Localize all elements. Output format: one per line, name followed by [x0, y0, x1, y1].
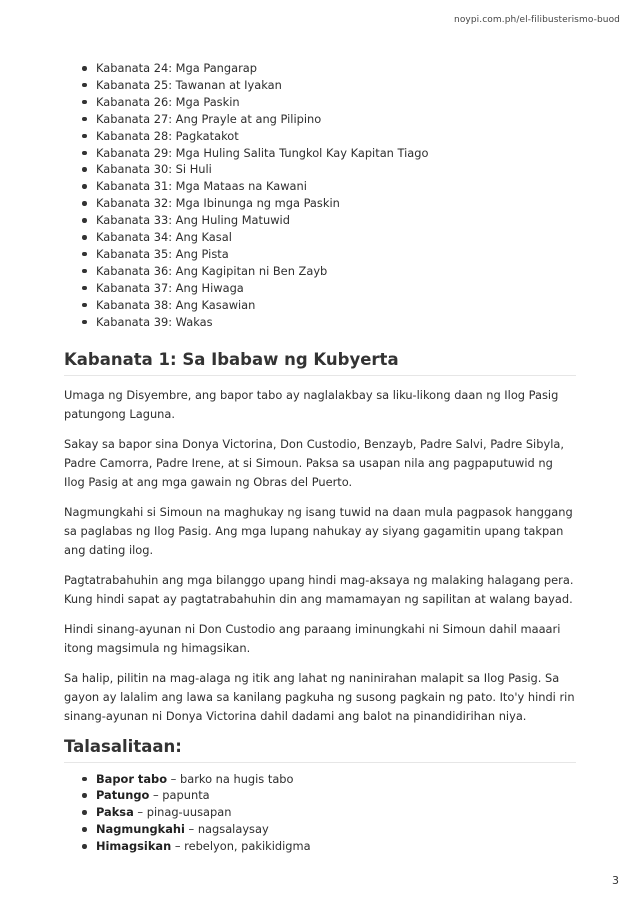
page-url: noypi.com.ph/el-filibusterismo-buod [454, 15, 620, 25]
paragraph: Pagtatrabahuhin ang mga bilanggo upang hindi mag-aksaya ng malaking halagang pera. Kung hindi sapat ay pagtatrabahuhin din ang mamamayan ng sapilitan at walang bayad. [64, 572, 574, 606]
paragraph: Umaga ng Disyembre, ang bapor tabo ay naglalakbay sa liku-likong daan ng Ilog Pasig patungong Laguna. [64, 387, 559, 421]
chapter-item: Kabanata 38: Ang Kasawian [96, 297, 576, 314]
chapter-item: Kabanata 35: Ang Pista [96, 246, 576, 263]
vocabulary-item [96, 838, 576, 855]
chapter-item: Kabanata 33: Ang Huling Matuwid [96, 212, 576, 229]
chapter-item: Kabanata 30: Si Huli [96, 161, 576, 178]
vocabulary-item [96, 804, 576, 821]
vocabulary-list [64, 771, 576, 856]
chapter-item: Kabanata 25: Tawanan at Iyakan [96, 77, 576, 94]
paragraph: Nagmungkahi si Simoun na maghukay ng isang tuwid na daan mula pagpasok hanggang sa paglabas ng Ilog Pasig. Ang mga lupang nahukay ay siyang gagamitin upang takpan ang dating ilog. [64, 504, 573, 557]
paragraph: Sa halip, pilitin na mag-alaga ng itik ang lahat ng naninirahan malapit sa Ilog Pasig. Sa gayon ay lalalim ang lawa sa kanilang pagkuha ng susong pagkain ng pato. Ito'y hindi rin sinang-ayunan ni Donya Victorina dahil dadami ang balot na pinandidirihan niya. [64, 670, 575, 723]
vocabulary-definition: – pinag-uusapan [133, 805, 232, 820]
chapter-item: Kabanata 26: Mga Paskin [96, 94, 576, 111]
vocabulary-definition: – papunta [149, 788, 210, 803]
vocabulary-item [96, 821, 576, 838]
chapter-item: Kabanata 24: Mga Pangarap [96, 60, 576, 77]
vocabulary-term: Paksa [96, 805, 134, 820]
vocabulary-definition: – nagsalaysay [184, 822, 269, 837]
vocabulary-definition: – barko na hugis tabo [167, 771, 294, 786]
section-heading: Talasalitaan: [64, 737, 576, 763]
vocabulary-term: Nagmungkahi [96, 822, 185, 837]
vocabulary-term: Bapor tabo [96, 771, 168, 786]
vocabulary-section [64, 737, 576, 856]
chapter-item: Kabanata 31: Mga Mataas na Kawani [96, 178, 576, 195]
chapter-item: Kabanata 32: Mga Ibinunga ng mga Paskin [96, 195, 576, 212]
chapter-item: Kabanata 28: Pagkatakot [96, 128, 576, 145]
chapter-item: Kabanata 36: Ang Kagipitan ni Ben Zayb [96, 263, 576, 280]
chapter-list [64, 60, 576, 331]
vocabulary-item [96, 771, 576, 788]
document-content [64, 60, 576, 855]
chapter-item: Kabanata 27: Ang Prayle at ang Pilipino [96, 111, 576, 128]
vocabulary-definition: – rebelyon, pakikidigma [171, 839, 311, 854]
chapter-1-section [64, 350, 576, 726]
chapter-item: Kabanata 29: Mga Huling Salita Tungkol Kay Kapitan Tiago [96, 145, 576, 162]
paragraph: Sakay sa bapor sina Donya Victorina, Don Custodio, Benzayb, Padre Salvi, Padre Sibyla, Padre Camorra, Padre Irene, at si Simoun. Paksa sa usapan nila ang pagpaputuwid ng Ilog Pasig at ang mga gawain ng Obras del Puerto. [64, 436, 564, 489]
page-number: 3 [612, 874, 619, 887]
paragraph: Hindi sinang-ayunan ni Don Custodio ang paraang iminungkahi ni Simoun dahil maaari itong magsimula ng himagsikan. [64, 621, 561, 655]
vocabulary-term: Himagsikan [96, 839, 172, 854]
chapter-item: Kabanata 34: Ang Kasal [96, 229, 576, 246]
vocabulary-term: Patungo [96, 788, 150, 803]
section-heading: Kabanata 1: Sa Ibabaw ng Kubyerta [64, 350, 576, 376]
vocabulary-item [96, 787, 576, 804]
chapter-item: Kabanata 39: Wakas [96, 314, 576, 331]
chapter-item: Kabanata 37: Ang Hiwaga [96, 280, 576, 297]
